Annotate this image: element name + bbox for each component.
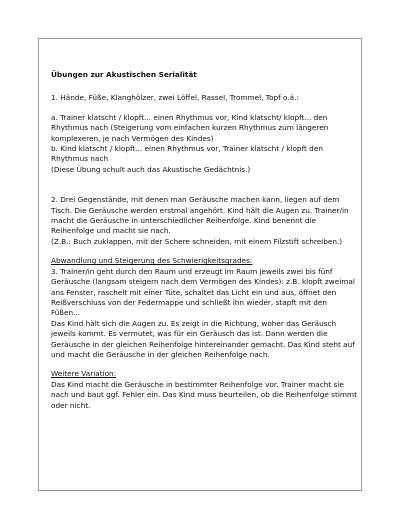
- further-variation-heading: Weitere Variation:: [51, 369, 117, 379]
- document-page: [38, 38, 362, 491]
- spacer: [51, 247, 357, 256]
- exercise-3: 3. Trainer/in geht durch den Raum und erzeugt im Raum jeweils zwei bis fünf Geräusche (langsam steigern nach dem Vermögen des Kindes): z.B. klopft zweimal ans Fenster, raschelt mit einer Tüte, schaltet das Licht ein und aus, öffnet den Reißverschluss von der Federmappe und schließt ihn wieder, stapft mit den Füßen...: [51, 266, 355, 318]
- exercise-1-intro: 1. Hände, Füße, Klanghölzer, zwei Löffel, Rassel, Trommel, Topf o.ä.:: [51, 93, 299, 103]
- exercise-2-example: (Z.B.: Buch zuklappen, mit der Schere schneiden, mit einem Filzstift schreiben.): [51, 236, 343, 246]
- exercise-1-note: (Diese Übung schult auch das Akustische Gedächtnis.): [51, 164, 251, 174]
- exercise-1b: b. Kind klatscht / klopft... einen Rhythmus vor, Trainer klatscht / klopft den Rhythmus nach: [51, 144, 323, 164]
- spacer: [51, 175, 357, 195]
- exercise-1a: a. Trainer klatscht / klopft... einen Rhythmus vor, Kind klatscht/ klopft... den Rhythmus nach (Steigerung vom einfachen kurzen Rhythmus zum längeren komplexeren, je nach Vermögen des Kindes): [51, 112, 329, 143]
- variation-heading: Abwandlung und Steigerung des Schwierigkeitsgrades:: [51, 256, 253, 266]
- spacer: [51, 104, 357, 113]
- exercise-2: 2. Drei Gegenstände, mit denen man Geräusche machen kann, liegen auf dem Tisch. Die Geräusche werden erstmal angehört. Kind hält die Augen zu. Trainer/in macht die Geräusche in unterschiedlicher Reihenfolge. Kind benennt die Reihenfolge und macht sie nach.: [51, 195, 349, 236]
- document-title: Übungen zur Akustischen Serialität: [51, 70, 197, 79]
- further-variation-text: Das Kind macht die Geräusche in bestimmter Reihenfolge vor. Trainer macht sie nach und baut ggf. Fehler ein. Das Kind muss beurteilen, ob die Reihenfolge stimmt oder nicht.: [51, 379, 357, 410]
- exercise-3-continued: Das Kind hält sich die Augen zu. Es zeigt in die Richtung, woher das Geräusch jeweils kommt. Es vermutet, was für ein Geräusch das ist. Dann werden die Geräusche in der gleichen Reihenfolge hintereinander gemacht. Das Kind steht auf und macht die Geräusche in der gleichen Reihenfolge nach.: [51, 318, 355, 359]
- spacer: [51, 360, 357, 369]
- document-body: [51, 70, 357, 411]
- spacer: [51, 80, 357, 93]
